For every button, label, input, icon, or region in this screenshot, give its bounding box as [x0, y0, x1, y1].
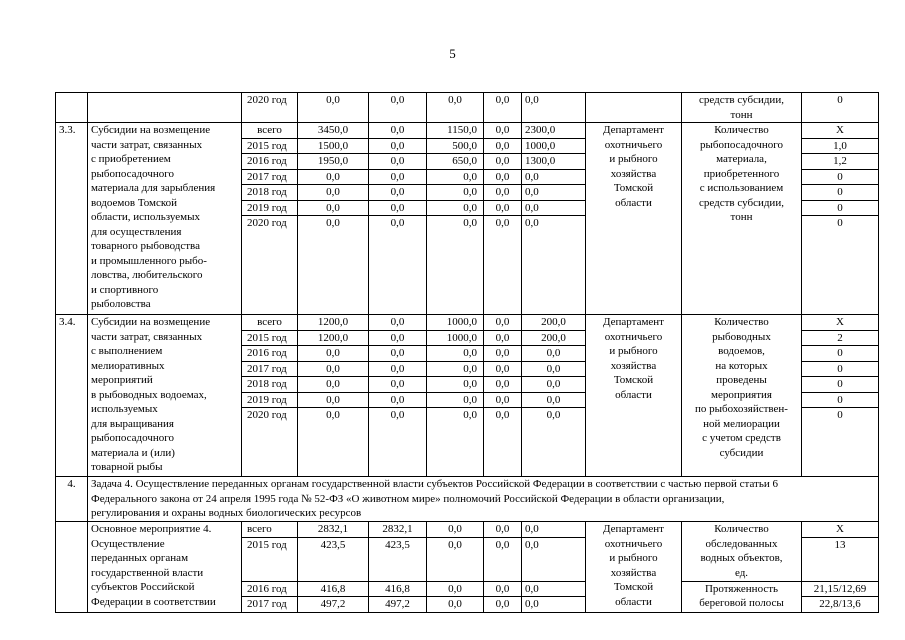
indicator: Количество обследованных водных объектов, ед. — [682, 522, 802, 582]
table-row-main-4: Основное мероприятие 4. Осуществление переданных органам государственной власти субъектов Российской Федерации в соответствии всего 2832,1 2832,1 0,0 0,0 0,0 Департамент охотничьего и рыбного хозяйства Томской области Количество обследованных водных объектов, ед. Х — [56, 522, 879, 538]
table-row: 2016 год 1950,0 0,0 650,0 0,0 1300,0 1,2 — [56, 154, 879, 170]
table-row: 2019 год 0,0 0,0 0,0 0,0 0,0 0 — [56, 392, 879, 408]
item-name: Субсидии на возмещение части затрат, связанных с приобретением рыбопосадочного материала для зарыбления водоемов Томской области, используемых для осуществления товарного рыбоводства и промышленного рыбо- ловства, любительского и спортивного рыболовства — [88, 123, 242, 315]
task-4-row — [56, 477, 879, 522]
executor: Департамент охотничьего и рыбного хозяйства Томской области — [586, 123, 682, 315]
item-number: 3.3. — [56, 123, 88, 315]
task-number: 4. — [56, 477, 88, 522]
table-row: 2015 год 1200,0 0,0 1000,0 0,0 200,0 2 — [56, 330, 879, 346]
item-number: 3.4. — [56, 315, 88, 477]
program-table — [55, 92, 879, 613]
table-row: 2016 год 0,0 0,0 0,0 0,0 0,0 0 — [56, 346, 879, 362]
table-row-3-3: 3.3. Субсидии на возмещение части затрат, связанных с приобретением рыбопосадочного материала для зарыбления водоемов Томской области, используемых для осуществления товарного рыбоводства и промышленного рыбо- ловства, любительского и спортивного рыболовства всего 3450,0 0,0 1150,0 0,0 2300,0 Департамент охотничьего и рыбного хозяйства Томской области Количество рыбопосадочного материала, приобретенного с использованием средств субсидии, тонн Х — [56, 123, 879, 139]
table-row: 2015 год 423,5 423,5 0,0 0,0 0,0 13 — [56, 537, 879, 581]
table-row: 2018 год 0,0 0,0 0,0 0,0 0,0 0 — [56, 185, 879, 201]
indicator: Протяженность береговой полосы — [682, 581, 802, 612]
table-row: 2017 год 0,0 0,0 0,0 0,0 0,0 0 — [56, 361, 879, 377]
table-row: 2017 год 0,0 0,0 0,0 0,0 0,0 0 — [56, 169, 879, 185]
table-row: 2020 год 0,0 0,0 0,0 0,0 0,0 0 — [56, 408, 879, 477]
table-row-3-4: 3.4. Субсидии на возмещение части затрат, связанных с выполнением мелиоративных мероприятий в рыбоводных водоемах, используемых для выращивания рыбопосадочного материала и (или) товарной рыбы всего 1200,0 0,0 1000,0 0,0 200,0 Департамент охотничьего и рыбного хозяйства Томской области Количество рыбоводных водоемов, на которых проведены мероприятия по рыбохозяйствен- ной мелиорации с учетом средств субсидии Х — [56, 315, 879, 331]
indicator: Количество рыбопосадочного материала, приобретенного с использованием средств субсидии, тонн — [682, 123, 802, 315]
table-row: 2020 год 0,0 0,0 0,0 0,0 0,0 0 — [56, 216, 879, 315]
table-row: 2019 год 0,0 0,0 0,0 0,0 0,0 0 — [56, 200, 879, 216]
item-name: Основное мероприятие 4. Осуществление переданных органам государственной власти субъектов Российской Федерации в соответствии — [88, 522, 242, 613]
table-row: 2020 год 0,0 0,0 0,0 0,0 0,0 средств субсидии, тонн 0 — [56, 93, 879, 123]
table-row: 2015 год 1500,0 0,0 500,0 0,0 1000,0 1,0 — [56, 138, 879, 154]
page-number: 5 — [449, 46, 456, 61]
table-row: 2016 год 416,8 416,8 0,0 0,0 0,0 Протяженность береговой полосы 21,15/12,69 — [56, 581, 879, 597]
table-row: 2018 год 0,0 0,0 0,0 0,0 0,0 0 — [56, 377, 879, 393]
item-name: Субсидии на возмещение части затрат, связанных с выполнением мелиоративных мероприятий в рыбоводных водоемах, используемых для выращивания рыбопосадочного материала и (или) товарной рыбы — [88, 315, 242, 477]
task-text: Задача 4. Осуществление переданных органам государственной власти субъектов Российской Федерации в соответствии с частью первой статьи 6 Федерального закона от 24 апреля 1995 года № 52-ФЗ «О животном мире» полномочий Российской Федерации в области организации, регулирования и охраны водных биологических ресурсов — [88, 477, 879, 522]
executor: Департамент охотничьего и рыбного хозяйства Томской области — [586, 522, 682, 613]
table-row: 2017 год 497,2 497,2 0,0 0,0 0,0 22,8/13,6 — [56, 597, 879, 613]
indicator: Количество рыбоводных водоемов, на которых проведены мероприятия по рыбохозяйствен- ной мелиорации с учетом средств субсидии — [682, 315, 802, 477]
executor: Департамент охотничьего и рыбного хозяйства Томской области — [586, 315, 682, 477]
